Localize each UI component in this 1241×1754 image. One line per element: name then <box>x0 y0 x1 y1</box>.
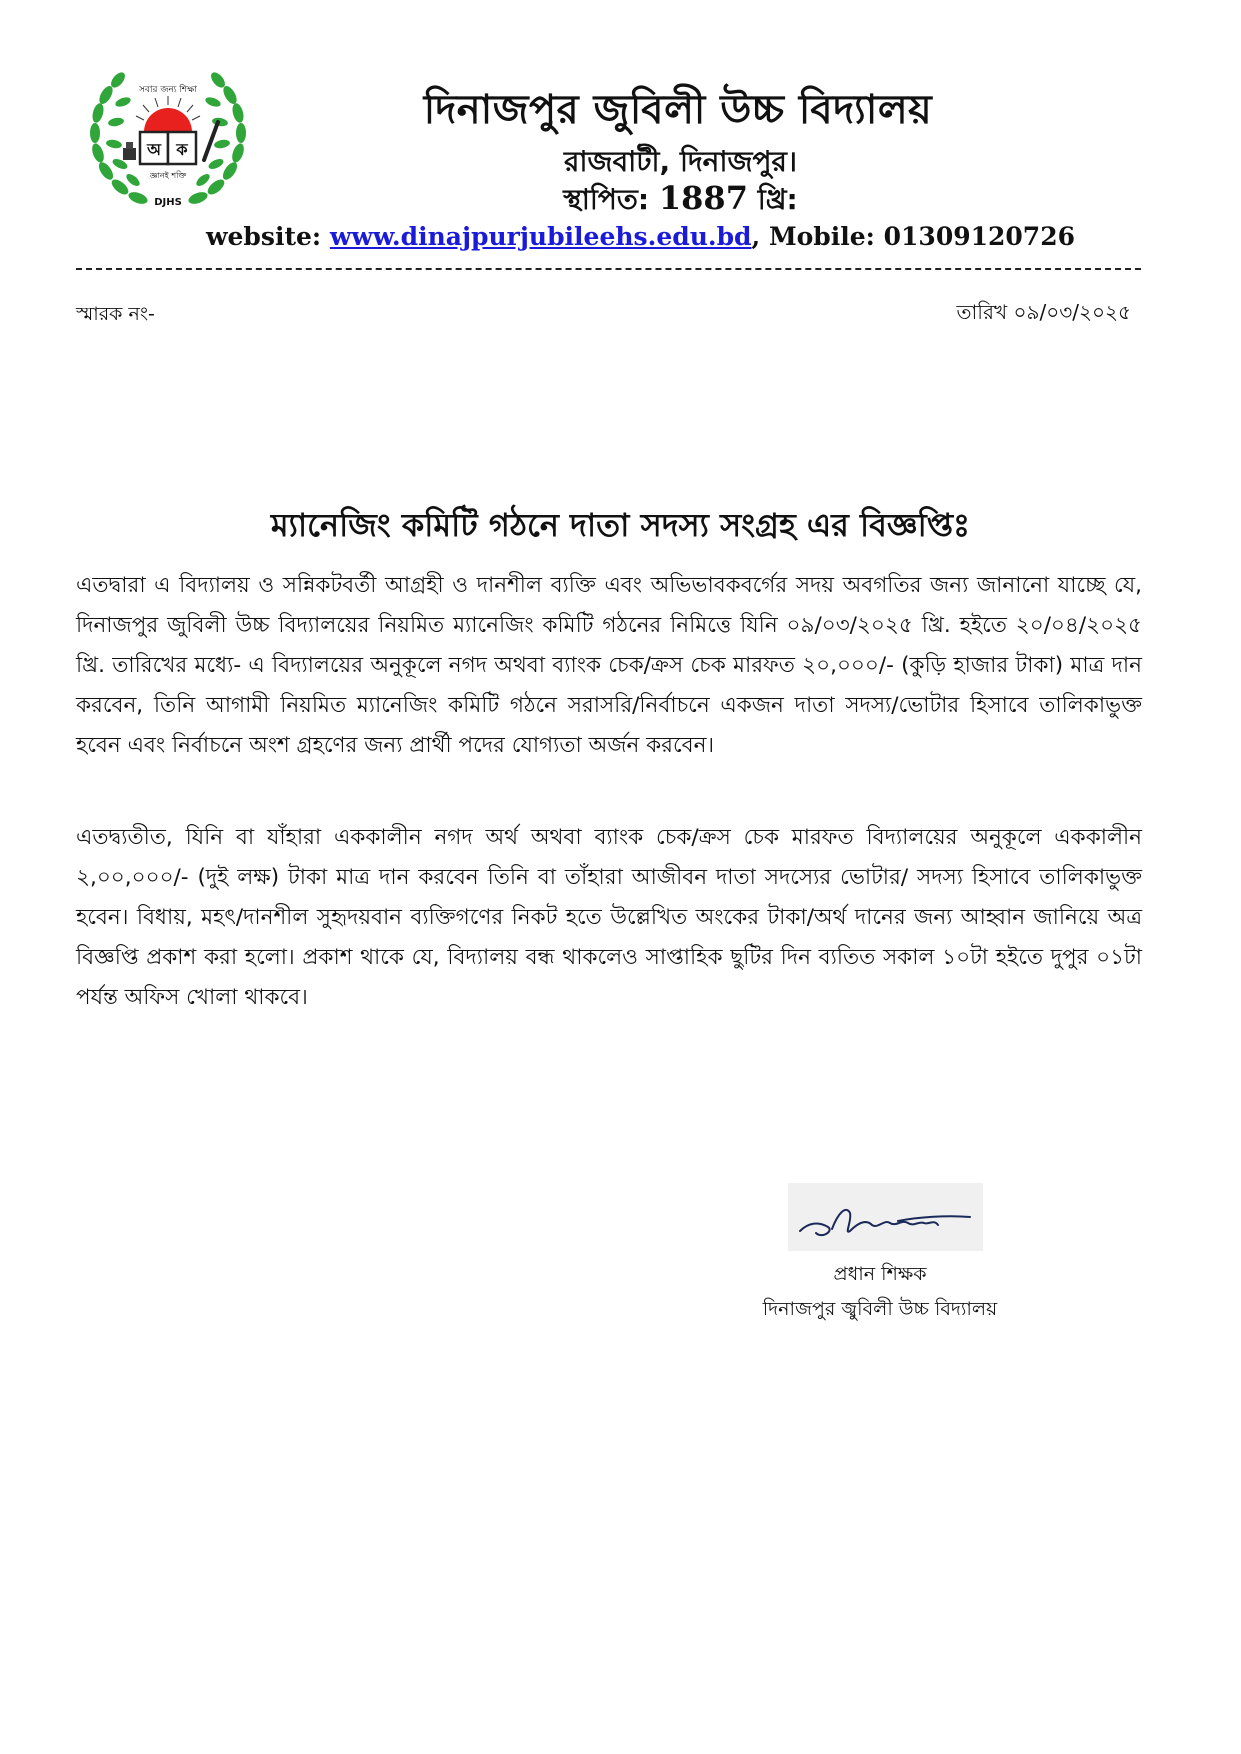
handwritten-signature-icon <box>788 1183 983 1251</box>
notice-paragraph-1: এতদ্বারা এ বিদ্যালয় ও সন্নিকটবর্তী আগ্রহী ও দানশীল ব্যক্তি এবং অভিভাবকবর্গের সদয় অবগতির জন্য জানানো যাচ্ছে যে, দিনাজপুর জুবিলী উচ্চ বিদ্যালয়ের নিয়মিত ম্যানেজিং কমিটি গঠনের নিমিত্তে যিনি ০৯/০৩/২০২৫ খ্রি. হইতে ২০/০৪/২০২৫ খ্রি. তারিখের মধ্যে- এ বিদ্যালয়ের অনুকূলে নগদ অথবা ব্যাংক চেক/ক্রস চেক মারফত ২০,০০০/- (কুড়ি হাজার টাকা) মাত্র দান করবেন, তিনি আগামী নিয়মিত ম্যানেজিং কমিটি গঠনে সরাসরি/নির্বাচনে একজন দাতা সদস্য/ভোটার হিসাবে তালিকাভুক্ত হবেন এবং নির্বাচনে অংশ গ্রহণের জন্য প্রার্থী পদের যোগ্যতা অর্জন করবেন। <box>76 573 1142 758</box>
logo-arc-text: সবার জন্য শিক্ষা <box>138 85 198 95</box>
established-line <box>0 178 1241 225</box>
school-address: রাজবাটী, দিনাজপুর। <box>564 145 797 178</box>
established-label: স্থাপিত: <box>563 183 650 216</box>
book-letter-right: ক <box>176 140 188 159</box>
memo-date <box>957 298 1132 331</box>
book-letter-left: অ <box>147 140 161 159</box>
signatory-school: দিনাজপুর জ্বুবিলী উচ্চ বিদ্যালয় <box>762 1298 998 1320</box>
logo-initials: DJHS <box>154 197 182 208</box>
contact-line <box>0 222 1241 251</box>
notice-paragraph-2: এতদ্ব্যতীত, যিনি বা যাঁহারা এককালীন নগদ অর্থ অথবা ব্যাংক চেক/ক্রস চেক মারফত বিদ্যালয়ের অনুকূলে এককালীন ২,০০,০০০/- (দুই লক্ষ) টাকা মাত্র দান করবেন তিনি বা তাঁহারা আজীবন দাতা সদস্যের ভোটার/ সদস্য হিসাবে তালিকাভুক্ত হবেন। বিধায়, মহৎ/দানশীল সুহৃদয়বান ব্যক্তিগণের নিকট হতে উল্লেখিত অংকের টাকা/অর্থ দানের জন্য আহ্বান জানিয়ে অত্র বিজ্ঞপ্তি প্রকাশ করা হলো। প্রকাশ থাকে যে, বিদ্যালয় বন্ধ থাকলেও সাপ্তাহিক ছুটির দিন ব্যতিত সকাল ১০টা হইতে দুপুর ০১টা পর্যন্ত অফিস খোলা থাকবে। <box>76 825 1142 1010</box>
notice-title: ম্যানেজিং কমিটি গঠনে দাতা সদস্য সংগ্রহ এর বিজ্ঞপ্তিঃ <box>270 506 971 544</box>
signature <box>788 1183 983 1251</box>
logo-motto: জ্ঞানই শক্তি <box>149 171 187 180</box>
website-label: website: <box>205 222 322 251</box>
signatory-title: প্রধান শিক্ষক <box>833 1263 927 1285</box>
website-link[interactable]: www.dinajpurjubileehs.edu.bd <box>329 222 752 251</box>
school-name: দিনাজপুর জুবিলী উচ্চ বিদ্যালয় <box>423 87 933 133</box>
mobile-number: 01309120726 <box>883 222 1075 251</box>
memo-reference: স্মারক নং- <box>76 303 155 325</box>
established-suffix: খ্রি: <box>757 183 798 216</box>
header-divider <box>76 268 1141 270</box>
mobile-label: , Mobile: <box>751 222 875 251</box>
established-year: 1887 <box>658 179 748 217</box>
date-value: ০৯/০৩/২০২৫ <box>1013 300 1131 324</box>
date-label: তারিখ <box>956 300 1008 324</box>
